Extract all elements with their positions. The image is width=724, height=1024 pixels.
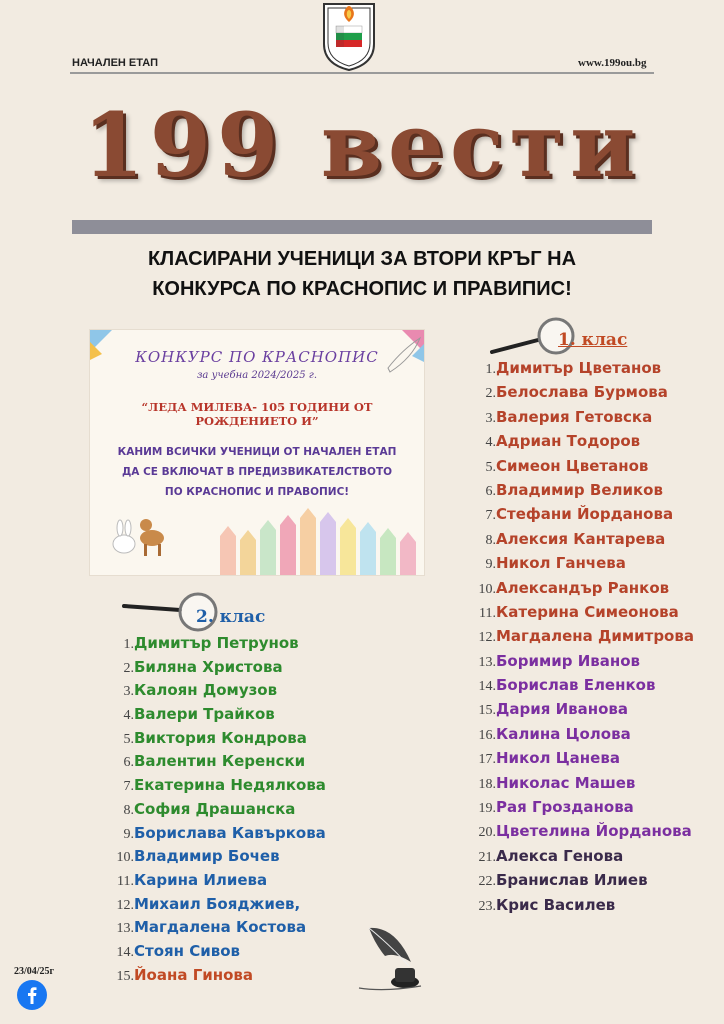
student-name: Йоана Гинова <box>134 965 254 984</box>
grade-2-title: 2. клас <box>196 607 266 627</box>
grade-2-student-row <box>106 678 326 702</box>
grade-1-student-row <box>470 429 694 453</box>
student-number: 4. <box>123 708 134 724</box>
student-number: 6. <box>485 483 496 499</box>
grade-1-student-row <box>470 819 694 843</box>
facebook-icon[interactable] <box>17 980 47 1010</box>
student-name: Борислав Еленков <box>496 676 656 695</box>
student-name: Боримир Иванов <box>496 651 641 670</box>
student-number: 9. <box>485 557 496 573</box>
student-number: 14. <box>478 679 496 695</box>
student-name: Владимир Бочев <box>134 847 280 866</box>
grade-1-student-row <box>470 868 694 892</box>
grade-1-student-row <box>470 502 694 526</box>
grade-1-student-row <box>470 746 694 770</box>
grade-1-student-row <box>470 697 694 721</box>
grade-2-student-row <box>106 868 326 892</box>
headline-line-2: КОНКУРСА ПО КРАСНОПИС И ПРАВИПИС! <box>152 278 572 300</box>
student-name: Бранислав Илиев <box>496 871 648 890</box>
student-number: 10. <box>478 581 496 597</box>
grade-2-student-row <box>106 821 326 845</box>
grade-1-student-row <box>470 478 694 502</box>
student-name: Рая Грозданова <box>496 798 634 817</box>
grade-2-student-row <box>106 892 326 916</box>
student-name: Магдалена Димитрова <box>496 627 694 646</box>
grade-2-student-row <box>106 702 326 726</box>
student-number: 4. <box>485 435 496 451</box>
student-number: 1. <box>123 637 134 652</box>
student-name: Димитър Петрунов <box>134 634 299 652</box>
student-number: 12. <box>116 897 134 913</box>
quill-inkwell-icon <box>355 922 425 994</box>
grade-2-student-row <box>106 749 326 773</box>
student-number: 9. <box>123 826 134 842</box>
grade-1-student-row <box>470 649 694 673</box>
header-divider <box>70 72 654 74</box>
school-logo <box>318 0 380 72</box>
grade-1-student-row <box>470 795 694 819</box>
grade-1-student-row <box>470 405 694 429</box>
student-number: 12. <box>478 630 496 646</box>
masthead-title: 199 вести <box>82 93 642 197</box>
student-name: Калоян Домузов <box>134 681 278 700</box>
student-number: 20. <box>478 825 496 841</box>
student-number: 11. <box>479 605 496 621</box>
student-name: Виктория Кондрова <box>134 728 307 747</box>
student-number: 21. <box>478 849 496 865</box>
student-name: Никол Ганчева <box>496 554 626 573</box>
student-name: Биляна Христова <box>134 657 283 676</box>
student-number: 17. <box>478 752 496 768</box>
grade-1-student-row <box>470 600 694 624</box>
poster-title: КОНКУРС ПО КРАСНОПИС <box>135 348 379 366</box>
student-name: Екатерина Недялкова <box>134 776 326 795</box>
poster-year: за учебна 2024/2025 г. <box>196 370 318 381</box>
student-name: София Драшанска <box>134 799 296 818</box>
student-name: Валерия Гетовска <box>496 407 653 426</box>
student-number: 7. <box>485 508 496 524</box>
grade-2-student-row <box>106 939 326 963</box>
student-number: 15. <box>478 703 496 719</box>
student-number: 13. <box>478 654 496 670</box>
student-number: 5. <box>485 459 496 475</box>
student-name: Никол Цанева <box>496 749 620 768</box>
student-name: Цветелина Йорданова <box>496 822 692 841</box>
student-name: Валери Трайков <box>134 705 275 724</box>
grade-2-student-row <box>106 726 326 750</box>
student-name: Катерина Симеонова <box>496 602 679 621</box>
student-number: 8. <box>123 802 134 818</box>
grade-2-student-row <box>106 631 326 655</box>
student-number: 3. <box>123 684 134 700</box>
student-name: Белослава Бурмова <box>496 383 668 402</box>
student-number: 6. <box>123 755 134 771</box>
grade-1-student-row <box>470 527 694 551</box>
student-number: 1. <box>485 362 496 377</box>
masthead-bar <box>72 220 652 234</box>
grade-1-student-row <box>470 722 694 746</box>
student-name: Владимир Великов <box>496 480 663 499</box>
grade-1-student-row <box>470 624 694 648</box>
grade-1-student-row <box>470 673 694 697</box>
student-name: Борислава Кавъркова <box>134 823 326 842</box>
grade-1-student-row <box>470 356 694 380</box>
student-number: 15. <box>116 968 134 984</box>
poster-theme: “ЛЕДА МИЛЕВА- 105 ГОДИНИ ОТ РОЖДЕНИЕТО И” <box>141 400 373 428</box>
student-name: Карина Илиева <box>134 870 268 889</box>
student-number: 16. <box>478 727 496 743</box>
student-name: Стефани Йорданова <box>496 505 674 524</box>
student-number: 23. <box>478 898 496 914</box>
grade-1-student-row <box>470 771 694 795</box>
grade-1-list <box>470 356 694 917</box>
student-name: Михаил Бояджиев, <box>134 894 301 913</box>
student-number: 3. <box>485 410 496 426</box>
student-name: Валентин Керенски <box>134 752 306 771</box>
grade-2-student-row <box>106 844 326 868</box>
grade-1-student-row <box>470 380 694 404</box>
student-number: 2. <box>123 660 134 676</box>
student-name: Магдалена Костова <box>134 918 307 937</box>
student-name: Александър Ранков <box>496 578 670 597</box>
student-number: 19. <box>478 801 496 817</box>
student-name: Дария Иванова <box>496 700 629 719</box>
student-number: 8. <box>485 532 496 548</box>
student-number: 13. <box>116 921 134 937</box>
grade-2-student-row <box>106 963 326 987</box>
grade-1-student-row <box>470 551 694 575</box>
student-name: Димитър Цветанов <box>496 359 662 377</box>
grade-2-student-row <box>106 797 326 821</box>
website-link[interactable]: www.199ou.bg <box>578 57 647 69</box>
student-number: 14. <box>116 944 134 960</box>
headline <box>0 244 724 304</box>
grade-1-student-row <box>470 893 694 917</box>
poster-body: КАНИМ ВСИЧКИ УЧЕНИЦИ ОТ НАЧАЛЕН ЕТАП ДА СЕ ВКЛЮЧАТ В ПРЕДИЗВИКАТЕЛСТВОТО ПО КРАСНОПИС И ПРАВОПИС! <box>117 446 397 498</box>
grade-2-student-row <box>106 915 326 939</box>
headline-line-1: КЛАСИРАНИ УЧЕНИЦИ ЗА ВТОРИ КРЪГ НА <box>147 248 577 270</box>
student-name: Адриан Тодоров <box>496 432 641 451</box>
student-name: Калина Цолова <box>496 724 631 743</box>
grade-1-title: 1. клас <box>558 330 628 350</box>
issue-date: 23/04/25г <box>14 966 55 977</box>
grade-2-student-row <box>106 773 326 797</box>
student-name: Симеон Цветанов <box>496 456 649 475</box>
student-name: Алекса Генова <box>496 846 624 865</box>
student-number: 11. <box>117 873 134 889</box>
stage-label: НАЧАЛЕН ЕТАП <box>72 57 158 69</box>
student-number: 10. <box>116 850 134 866</box>
grade-2-list <box>106 631 326 986</box>
grade-1-student-row <box>470 576 694 600</box>
student-name: Николас Машев <box>496 773 636 792</box>
student-number: 18. <box>478 776 496 792</box>
student-number: 2. <box>485 386 496 402</box>
student-number: 5. <box>123 731 134 747</box>
student-name: Стоян Сивов <box>134 941 241 960</box>
grade-2-student-row <box>106 655 326 679</box>
student-name: Алексия Кантарева <box>496 529 666 548</box>
student-number: 22. <box>478 874 496 890</box>
student-name: Крис Василев <box>496 895 616 914</box>
contest-poster <box>90 330 424 575</box>
grade-1-student-row <box>470 454 694 478</box>
grade-1-student-row <box>470 844 694 868</box>
student-number: 7. <box>123 779 134 795</box>
